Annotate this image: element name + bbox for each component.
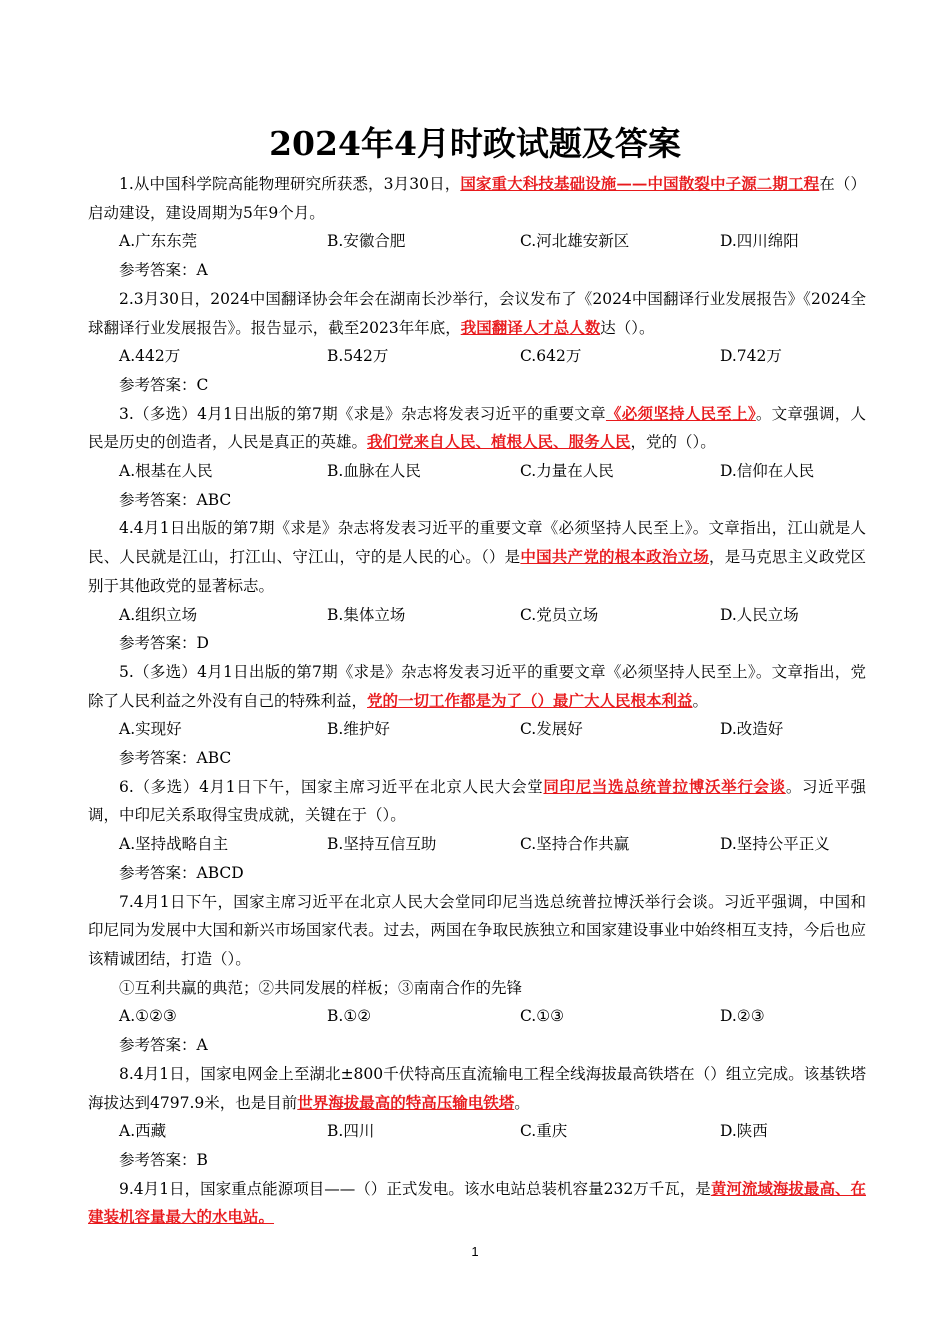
option-a: A.组织立场 <box>119 605 198 624</box>
question-sub-items: ①互利共赢的典范；②共同发展的样板；③南南合作的先锋 <box>119 978 523 997</box>
option-c: C.党员立场 <box>520 605 599 624</box>
option-b: B.542万 <box>327 347 389 366</box>
option-d: D.742万 <box>720 347 782 366</box>
question-stem: 7.4月1日下午，国家主席习近平在北京人民大会堂同印尼当选总统普拉博沃举行会谈。习近平强调，中国和印尼同为发展中大国和新兴市场国家代表。过去，两国在争取民族独立和国家建设事业中始终相互支持，今后也应该精诚团结，打造（）。 <box>88 892 866 968</box>
option-b: B.维护好 <box>327 720 390 739</box>
option-c: C.642万 <box>520 347 582 366</box>
option-a: A.坚持战略自主 <box>119 835 229 854</box>
key-point: 我们党来自人民、植根人民、服务人民 <box>367 432 631 452</box>
key-point: 中国共产党的根本政治立场 <box>520 547 709 567</box>
question-stem: 8.4月1日，国家电网金上至湖北±800千伏特高压直流输电工程全线海拔最高铁塔在（）组立完成。该基铁塔海拔达到4797.9米，也是目前世界海拔最高的特高压输电铁塔。 <box>88 1064 866 1112</box>
question-7 <box>88 888 866 1060</box>
options-row <box>119 1002 866 1031</box>
option-d: D.改造好 <box>720 720 784 739</box>
option-b: B.①② <box>327 1007 372 1026</box>
page-title: 2024年4月时政试题及答案 <box>269 124 681 163</box>
option-b: B.安徽合肥 <box>327 232 406 251</box>
answer: 参考答案：ABC <box>119 749 232 768</box>
option-a: A.西藏 <box>119 1122 167 1141</box>
question-stem: 4.4月1日出版的第7期《求是》杂志将发表习近平的重要文章《必须坚持人民至上》。文章指出，江山就是人民、人民就是江山，打江山、守江山，守的是人民的心。（）是中国共产党的根本政治立场，是马克思主义政党区别于其他政党的显著标志。 <box>88 519 866 595</box>
question-list <box>88 170 866 1232</box>
key-point: 世界海拔最高的特高压输电铁塔 <box>297 1092 515 1112</box>
key-point: 国家重大科技基础设施——中国散裂中子源二期工程 <box>460 174 820 193</box>
question-stem: 9.4月1日，国家重点能源项目——（）正式发电。该水电站总装机容量232万千瓦，是黄河流域海拔最高、在建装机容量最大的水电站。 <box>88 1178 866 1227</box>
options-row <box>119 715 866 744</box>
question-8 <box>88 1060 866 1175</box>
question-2 <box>88 285 866 400</box>
question-1 <box>88 170 866 285</box>
option-c: C.力量在人民 <box>520 462 614 481</box>
answer: 参考答案：A <box>119 1036 208 1055</box>
options-row <box>119 1117 866 1146</box>
option-c: C.河北雄安新区 <box>520 232 630 251</box>
answer: 参考答案：A <box>119 261 208 280</box>
option-c: C.重庆 <box>520 1122 568 1141</box>
question-9 <box>88 1175 866 1232</box>
question-6 <box>88 773 866 888</box>
option-c: C.发展好 <box>520 720 583 739</box>
answer: 参考答案：C <box>119 375 209 394</box>
option-d: D.信仰在人民 <box>720 462 815 481</box>
answer: 参考答案：ABCD <box>119 863 244 882</box>
question-stem: 5.（多选）4月1日出版的第7期《求是》杂志将发表习近平的重要文章《必须坚持人民至上》。文章指出，党除了人民利益之外没有自己的特殊利益，党的一切工作都是为了（）最广大人民根本利益。 <box>88 662 866 710</box>
options-row <box>119 227 866 256</box>
option-b: B.血脉在人民 <box>327 462 421 481</box>
key-point: 我国翻译人才总人数 <box>460 317 601 337</box>
option-d: D.人民立场 <box>720 605 799 624</box>
option-d: D.坚持公平正义 <box>720 835 830 854</box>
page-number: 1 <box>471 1244 479 1259</box>
option-c: C.坚持合作共赢 <box>520 835 630 854</box>
key-point: 黄河流域海拔最高、在建装机容量最大的水电站。 <box>88 1178 866 1227</box>
question-stem: 1.从中国科学院高能物理研究所获悉，3月30日，国家重大科技基础设施——中国散裂中子源二期工程在（）启动建设，建设周期为5年9个月。 <box>88 174 866 222</box>
question-stem: 3.（多选）4月1日出版的第7期《求是》杂志将发表习近平的重要文章《必须坚持人民至上》。文章强调，人民是历史的创造者，人民是真正的英雄。我们党来自人民、植根人民、服务人民，党的（）。 <box>88 403 866 452</box>
option-b: B.集体立场 <box>327 605 406 624</box>
option-a: A.广东东莞 <box>119 232 198 251</box>
option-d: D.陕西 <box>720 1122 768 1141</box>
option-d: D.②③ <box>720 1007 765 1026</box>
key-point: 同印尼当选总统普拉博沃举行会谈 <box>543 776 786 796</box>
question-5 <box>88 658 866 773</box>
question-3 <box>88 400 866 515</box>
option-b: B.四川 <box>327 1122 375 1141</box>
option-a: A.①②③ <box>119 1007 177 1026</box>
option-a: A.实现好 <box>119 720 182 739</box>
answer: 参考答案：B <box>119 1150 208 1169</box>
options-row <box>119 457 866 486</box>
options-row <box>119 342 866 371</box>
options-row <box>119 830 866 859</box>
option-b: B.坚持互信互助 <box>327 835 437 854</box>
key-point: 党的一切工作都是为了（）最广大人民根本利益 <box>367 690 693 710</box>
option-a: A.根基在人民 <box>119 462 213 481</box>
options-row <box>119 601 866 630</box>
answer: 参考答案：ABC <box>119 490 232 509</box>
question-4 <box>88 514 866 658</box>
answer: 参考答案：D <box>119 634 209 653</box>
option-a: A.442万 <box>119 347 181 366</box>
question-stem: 6.（多选）4月1日下午，国家主席习近平在北京人民大会堂同印尼当选总统普拉博沃举行会谈。习近平强调，中印尼关系取得宝贵成就，关键在于（）。 <box>88 776 866 825</box>
option-c: C.①③ <box>520 1007 565 1026</box>
option-d: D.四川绵阳 <box>720 232 799 251</box>
key-point: 《必须坚持人民至上》 <box>605 403 756 423</box>
question-stem: 2.3月30日，2024中国翻译协会年会在湖南长沙举行，会议发布了《2024中国翻译行业发展报告》《2024全球翻译行业发展报告》。报告显示，截至2023年年底，我国翻译人才总人数达（）。 <box>88 289 866 337</box>
